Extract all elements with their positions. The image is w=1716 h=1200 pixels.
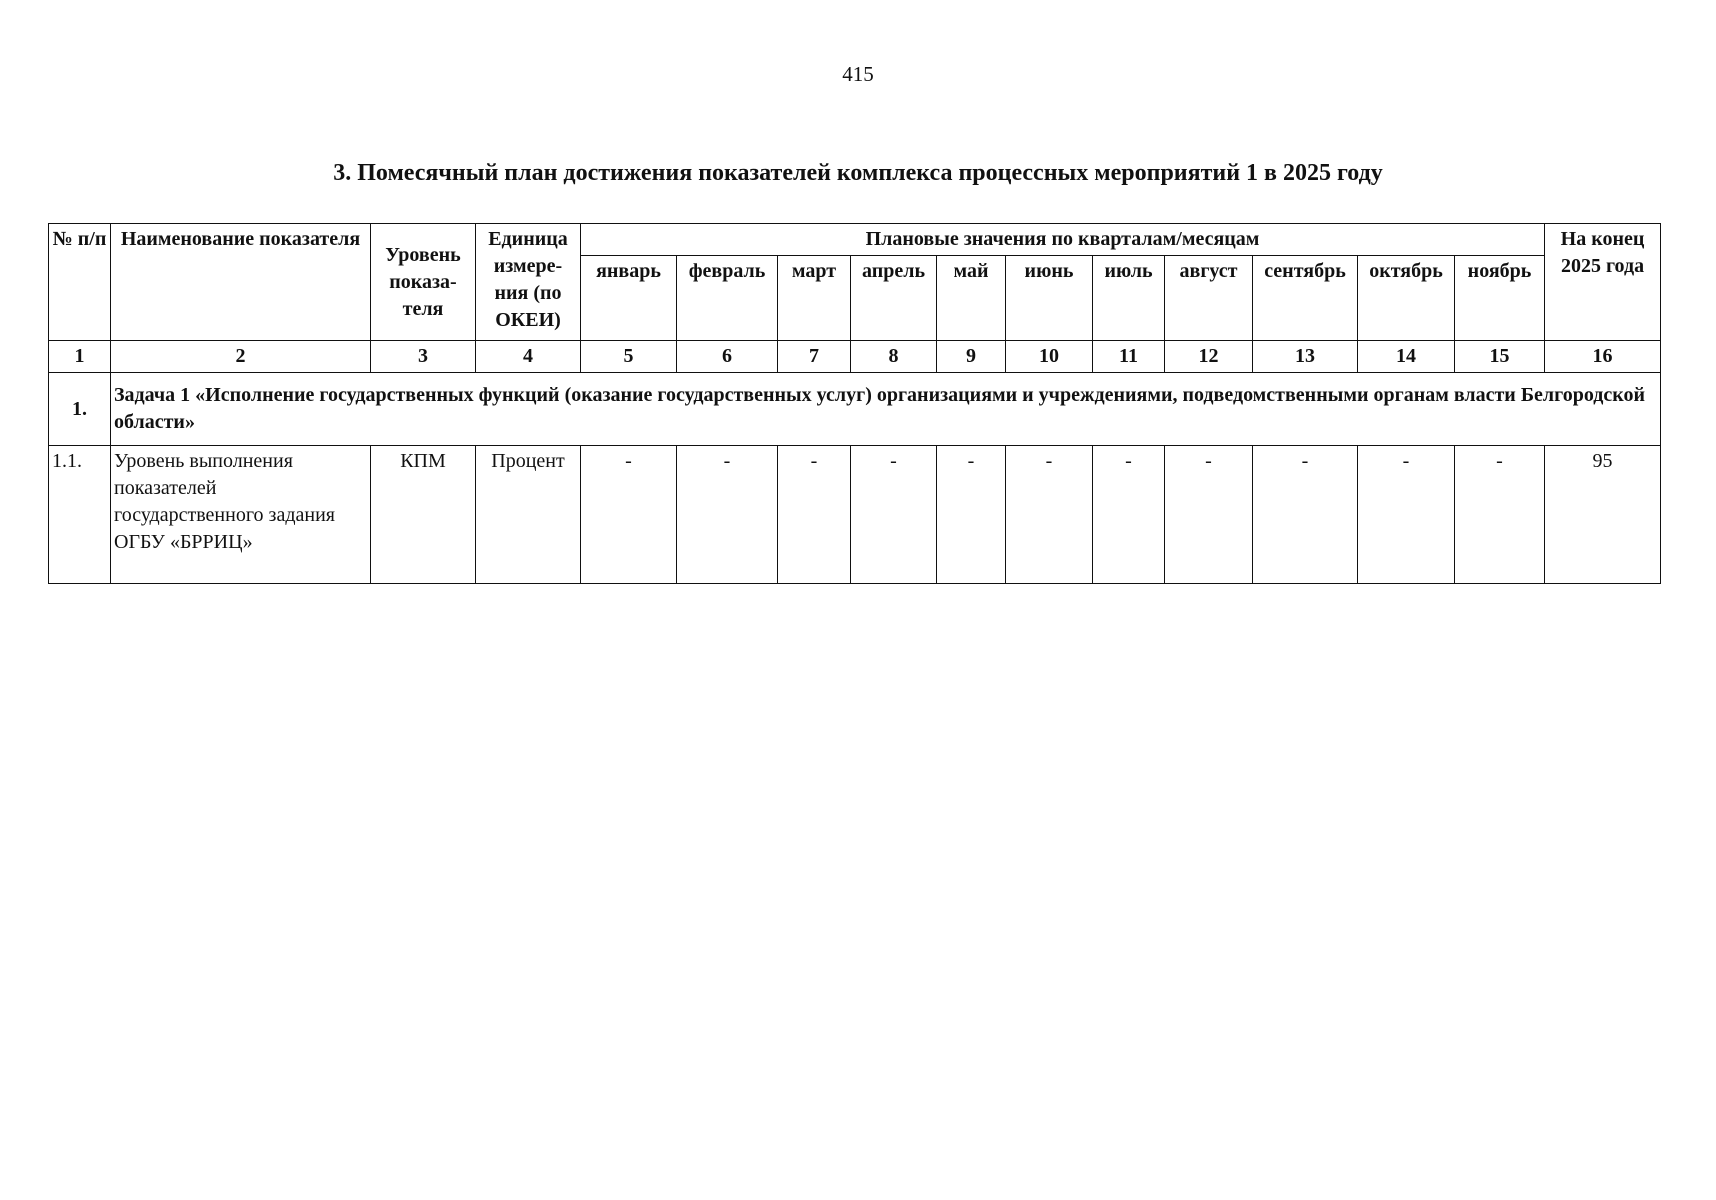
column-number-row [49, 341, 1661, 373]
month-value: - [581, 446, 677, 584]
task-number: 1. [49, 373, 111, 446]
header-month: январь [581, 256, 677, 341]
header-month: ноябрь [1455, 256, 1545, 341]
column-number: 12 [1165, 341, 1253, 373]
column-number: 6 [677, 341, 778, 373]
column-number: 16 [1545, 341, 1661, 373]
indicator-name: Уровень выполнения показателей государственного задания ОГБУ «БРРИЦ» [111, 446, 371, 584]
column-number: 11 [1093, 341, 1165, 373]
header-month: сентябрь [1253, 256, 1358, 341]
month-value: - [1358, 446, 1455, 584]
column-number: 5 [581, 341, 677, 373]
header-row [49, 224, 1661, 256]
task-row [49, 373, 1661, 446]
month-value: - [1165, 446, 1253, 584]
header-unit: Единица измере-ния (по ОКЕИ) [476, 224, 581, 341]
header-level: Уровень показа-теля [371, 224, 476, 341]
row-number: 1.1. [49, 446, 111, 584]
page-number: 415 [842, 62, 874, 86]
month-value: - [1455, 446, 1545, 584]
header-month: октябрь [1358, 256, 1455, 341]
column-number: 3 [371, 341, 476, 373]
header-month: июнь [1006, 256, 1093, 341]
month-value: - [778, 446, 851, 584]
month-value: - [1093, 446, 1165, 584]
month-value: - [677, 446, 778, 584]
header-num: № п/п [49, 224, 111, 341]
column-number: 2 [111, 341, 371, 373]
month-value: - [1006, 446, 1093, 584]
header-month: август [1165, 256, 1253, 341]
document-title: 3. Помесячный план достижения показателей комплекса процессных мероприятий 1 в 2025 году [333, 160, 1383, 186]
header-month: июль [1093, 256, 1165, 341]
end-of-year-value: 95 [1545, 446, 1661, 584]
unit-of-measure: Процент [476, 446, 581, 584]
header-month: февраль [677, 256, 778, 341]
column-number: 14 [1358, 341, 1455, 373]
task-description: Задача 1 «Исполнение государственных функций (оказание государственных услуг) организациями и учреждениями, подведомственными органам власти Белгородской области» [111, 373, 1661, 446]
table-row [49, 446, 1661, 584]
month-value: - [937, 446, 1006, 584]
month-value: - [1253, 446, 1358, 584]
column-number: 8 [851, 341, 937, 373]
header-month: май [937, 256, 1006, 341]
column-number: 4 [476, 341, 581, 373]
header-month: апрель [851, 256, 937, 341]
monthly-plan-table [48, 223, 1661, 584]
header-planned-values: Плановые значения по кварталам/месяцам [581, 224, 1545, 256]
column-number: 9 [937, 341, 1006, 373]
month-value: - [851, 446, 937, 584]
column-number: 13 [1253, 341, 1358, 373]
column-number: 1 [49, 341, 111, 373]
column-number: 7 [778, 341, 851, 373]
indicator-level: КПМ [371, 446, 476, 584]
header-month: март [778, 256, 851, 341]
column-number: 15 [1455, 341, 1545, 373]
header-name: Наименование показателя [111, 224, 371, 341]
header-end-of-year: На конец 2025 года [1545, 224, 1661, 341]
column-number: 10 [1006, 341, 1093, 373]
